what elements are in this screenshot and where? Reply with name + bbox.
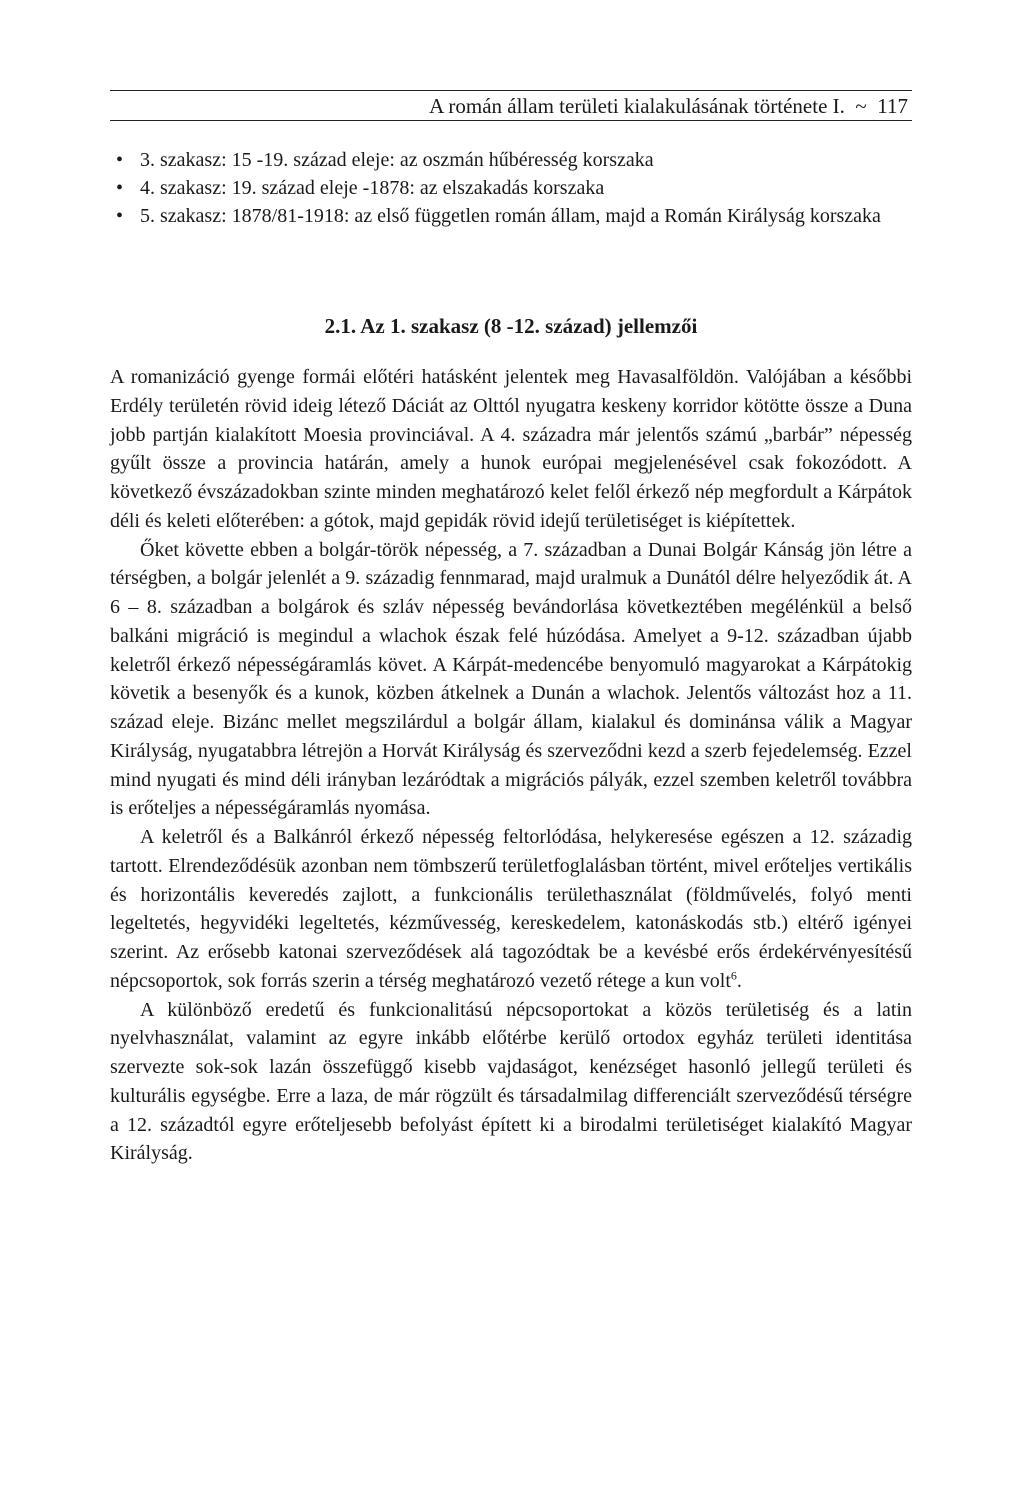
paragraph: Őket követte ebben a bolgár-török népesség, a 7. században a Dunai Bolgár Kánság jön létre a térségben, a bolgár jelenlét a 9. századig fennmarad, majd uralmuk a Dunától délre helyeződik át. A 6 – 8. században a bolgárok és szláv népesség bevándorlása következtében megélénkül a belső balkáni migráció is megindul a wlachok észak felé húzódása. Amelyet a 9-12. században újabb keletről érkező népességáramlás követ. A Kárpát-medencébe benyomuló magyarokat a Kárpátokig követik a besenyők és a kunok, közben átkelnek a Dunán a wlachok. Jelentős változást hoz a 11. század eleje. Bizánc mellet megszilárdul a bolgár állam, kialakul és dominánsa válik a Magyar Királyság, nyugatabbra létrejön a Horvát Királyság és szerveződni kezd a szerb fejedelemség. Ezzel mind nyugati és mind déli irányban lezáródtak a migrációs pályák, ezzel szemben keletről továbbra is erőteljes a népességáramlás nyomása. (110, 538, 912, 820)
footnote-reference: 6 (730, 968, 737, 983)
paragraph: A romanizáció gyenge formái előtéri hatásként jelentek meg Havasalföldön. Valójában a későbbi Erdély területén rövid ideig létező Dáciát az Olttól nyugatra keskeny korridor kötötte össze a Duna jobb partján kialakított Moesia provinciával. A 4. századra már jelentős számú „barbár” népesség gyűlt össze a provincia határán, amely a hunok európai megjelenésével csak fokozódott. A következő évszázadokban szinte minden meghatározó kelet felől érkező nép megfordult a Kárpátok déli és keleti előterében: a gótok, majd gepidák rövid idejű területiséget is kiépítettek. (110, 366, 912, 532)
period-list (110, 146, 912, 230)
paragraph-text: A keletről és a Balkánról érkező népesség feltorlódása, helykeresése egészen a 12. századig tartott. Elrendeződésük azonban nem tömbszerű területfoglalásban történt, mivel erőteljes vertikális és horizontális keveredés zajlott, a funkcionális területhasználat (földművelés, folyó menti legeltetés, hegyvidéki legeltetés, kézművesség, kereskedelem, katonáskodás stb.) eltérő igényei szerint. Az erősebb katonai szerveződések alá tagozódtak be a kevésbé erős érdekérvényesítésű népcsoportok, sok forrás szerin a térség meghatározó vezető rétege a kun volt (110, 826, 912, 992)
header-separator: ~ (855, 94, 867, 118)
page-number: 117 (877, 94, 908, 118)
running-header (110, 90, 912, 121)
header-title: A román állam területi kialakulásának története I. (429, 94, 845, 118)
section-heading: 2.1. Az 1. szakasz (8 -12. század) jellemzői (324, 314, 698, 338)
paragraph: A keletről és a Balkánról érkező népesség feltorlódása, helykeresése egészen a 12. századig tartott. Elrendeződésük azonban nem tömbszerű területfoglalásban történt, mivel erőteljes vertikális és horizontális keveredés zajlott, a funkcionális területhasználat (földművelés, folyó menti legeltetés, hegyvidéki legeltetés, kézművesség, kereskedelem, katonáskodás stb.) eltérő igényei szerint. Az erősebb katonai szerveződések alá tagozódtak be a kevésbé erős érdekérvényesítésű népcsoportok, sok forrás szerin a térség meghatározó vezető rétege a kun volt$^6$. (110, 826, 912, 992)
list-item: • 3. szakasz: 15 -19. század eleje: az oszmán hűbéresség korszaka (110, 146, 912, 174)
paragraph: A különböző eredetű és funkcionalitású népcsoportokat a közös területiség és a latin nyelvhasználat, valamint az egyre inkább előtérbe kerülő ortodox egyház területi identitása szervezte sok-sok lazán összefüggő kisebb vajdaságot, kenézséget hasonló jellegű területi és kulturális egységbe. Erre a laza, de már rögzült és társadalmilag differenciált szerveződésű térségre a 12. századtól egyre erőteljesebb befolyást épített ki a birodalmi területiséget kialakító Magyar Királyság. (110, 998, 912, 1165)
body-text (110, 363, 912, 1168)
list-item: • 5. szakasz: 1878/81-1918: az első független román állam, majd a Román Királyság korszaka (110, 202, 912, 230)
list-item: • 4. szakasz: 19. század eleje -1878: az elszakadás korszaka (110, 174, 912, 202)
